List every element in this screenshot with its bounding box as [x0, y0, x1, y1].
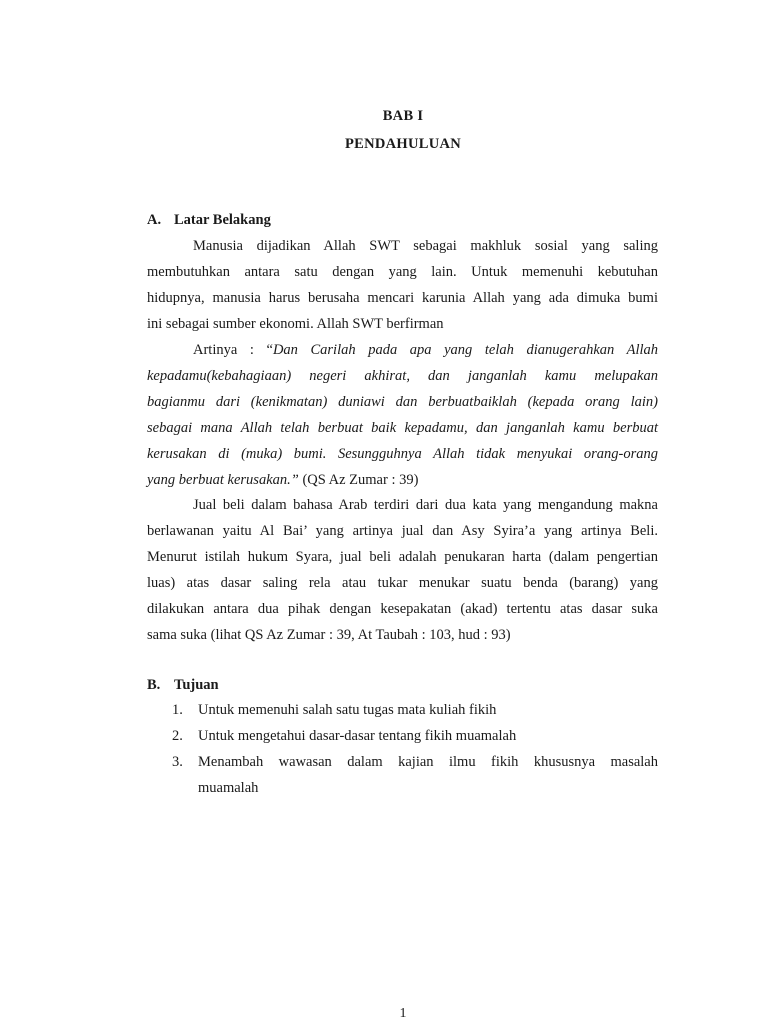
- quote-citation: (QS Az Zumar : 39): [302, 471, 419, 488]
- quote-text: Dan Carilah pada apa yang telah dianugerahkan Allah: [272, 342, 658, 358]
- quote-prefix: Artinya : “: [193, 342, 273, 358]
- list-item: [172, 750, 658, 802]
- paragraph-line: dilakukan antara dua pihak dengan kesepakatan (akad) tertentu atas dasar suka: [147, 600, 658, 617]
- section-b-title: Tujuan: [174, 677, 219, 693]
- section-b-heading: [147, 677, 219, 694]
- paragraph-line: hidupnya, manusia harus berusaha mencari karunia Allah yang ada dimuka bumi: [147, 289, 658, 306]
- section-a-title: Latar Belakang: [174, 212, 271, 228]
- list-item-text: Menambah wawasan dalam kajian ilmu fikih khususnya masalah: [198, 753, 658, 770]
- chapter-number: BAB I: [382, 108, 424, 124]
- list-item-text: Untuk memenuhi salah satu tugas mata kuliah fikih: [198, 702, 497, 718]
- paragraph-line: berlawanan yaitu Al Bai’ yang artinya jual dan Asy Syira’a yang artinya Beli.: [147, 522, 658, 539]
- list-item-text: muamalah: [198, 779, 259, 796]
- section-b-number: B.: [147, 677, 161, 693]
- list-item: [172, 724, 658, 750]
- section-a-heading: [147, 212, 271, 229]
- paragraph-line: [147, 312, 658, 338]
- section-a-number: A.: [147, 212, 162, 228]
- list-item: [172, 698, 658, 724]
- paragraph-quote: [147, 338, 658, 493]
- quote-line: [147, 468, 658, 494]
- paragraph-line: membutuhkan antara satu dengan yang lain. Untuk memenuhi kebutuhan: [147, 263, 658, 280]
- quote-line: kerusakan di (muka) bumi. Sesungguhnya Allah tidak menyukai orang-orang: [147, 445, 658, 462]
- paragraph-line: Menurut istilah hukum Syara, jual beli adalah penukaran harta (dalam pengertian: [147, 548, 658, 565]
- objectives-list: [172, 698, 658, 802]
- paragraph-line-text: ini sebagai sumber ekonomi. Allah SWT berfirman: [147, 315, 444, 332]
- quote-line: kepadamu(kebahagiaan) negeri akhirat, dan janganlah kamu melupakan: [147, 367, 658, 384]
- list-item-text: Untuk mengetahui dasar-dasar tentang fikih muamalah: [198, 727, 517, 744]
- list-item-number: 3.: [172, 753, 183, 770]
- paragraph-line: sama suka (lihat QS Az Zumar : 39, At Taubah : 103, hud : 93): [147, 626, 511, 643]
- quote-text: yang berbuat kerusakan.”: [147, 471, 299, 488]
- paragraph-line: luas) atas dasar saling rela atau tukar menukar suatu benda (barang) yang: [147, 574, 658, 591]
- list-item-number: 1.: [172, 702, 183, 718]
- page-number: 1: [399, 1006, 407, 1021]
- quote-line: sebagai mana Allah telah berbuat baik kepadamu, dan janganlah kamu berbuat: [147, 419, 658, 436]
- paragraph-line: Manusia dijadikan Allah SWT sebagai makhluk sosial yang saling: [193, 238, 658, 254]
- list-item-number: 2.: [172, 727, 183, 744]
- paragraph-jual-beli: [147, 493, 658, 648]
- chapter-title: PENDAHULUAN: [344, 136, 462, 152]
- paragraph-intro: [147, 234, 658, 338]
- quote-line: bagianmu dari (kenikmatan) duniawi dan berbuatbaiklah (kepada orang lain): [147, 393, 658, 410]
- paragraph-line: Jual beli dalam bahasa Arab terdiri dari dua kata yang mengandung makna: [193, 497, 658, 513]
- quote-line: [147, 338, 658, 364]
